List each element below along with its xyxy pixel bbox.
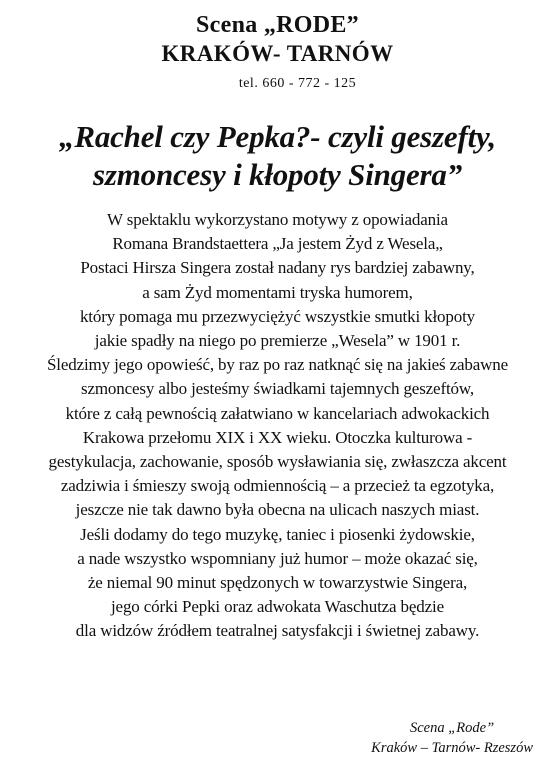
description-line: Romana Brandstaettera „Ja jestem Żyd z Wesela„ [112, 234, 443, 254]
description [0, 208, 555, 644]
description-line: zadziwia i śmieszy swoją odmiennością – a przecież ta egzotyka, [60, 476, 495, 496]
description-line: dla widzów źródłem teatralnej satysfakcji i świetnej zabawy. [75, 621, 480, 641]
venue-header [0, 10, 555, 94]
description-line: Jeśli dodamy do tego muzykę, taniec i piosenki żydowskie, [80, 524, 475, 544]
description-line: gestykulacja, zachowanie, sposób wysławiania się, zwłaszcza akcent [48, 452, 507, 472]
description-line: jakie spadły na niego po premierze „Wesela” w 1901 r. [94, 331, 461, 351]
venue-phone: tel. 660 - 772 - 125 [238, 76, 357, 91]
description-line: szmoncesy albo jesteśmy świadkami tajemnych geszeftów, [80, 379, 475, 399]
description-line: a nade wszystko wspomniany już humor – może okazać się, [77, 548, 478, 568]
play-title-line-1: „Rachel czy Pepka?- czyli geszefty, [59, 119, 496, 154]
venue-cities: KRAKÓW- TARNÓW [161, 41, 394, 66]
description-line: który pomaga mu przezwyciężyć wszystkie smutki kłopoty [79, 306, 476, 326]
description-line: Śledzimy jego opowieść, by raz po raz natknąć się na jakieś zabawne [46, 355, 509, 375]
signature-cities: Kraków – Tarnów- Rzeszów [371, 740, 533, 756]
description-line: że niemal 90 minut spędzonych w towarzystwie Singera, [87, 573, 468, 593]
description-line: które z całą pewnością załatwiano w kancelariach adwokackich [65, 403, 490, 423]
signature-venue: Scena „Rode” [410, 720, 495, 736]
signature [371, 718, 533, 758]
description-line: jeszcze nie tak dawno była obecna na ulicach naszych miast. [75, 500, 480, 520]
venue-name: Scena „RODE” [196, 12, 359, 38]
description-line: Krakowa przełomu XIX i XX wieku. Otoczka kulturowa - [82, 427, 473, 447]
description-line: W spektaklu wykorzystano motywy z opowiadania [107, 210, 448, 229]
description-line: jego córki Pepki oraz adwokata Waschutza będzie [110, 597, 445, 617]
description-line: a sam Żyd momentami tryska humorem, [142, 282, 413, 302]
play-title [0, 118, 555, 194]
description-line: Postaci Hirsza Singera został nadany rys bardziej zabawny, [80, 258, 475, 278]
play-title-line-2: szmoncesy i kłopoty Singera” [93, 157, 462, 192]
